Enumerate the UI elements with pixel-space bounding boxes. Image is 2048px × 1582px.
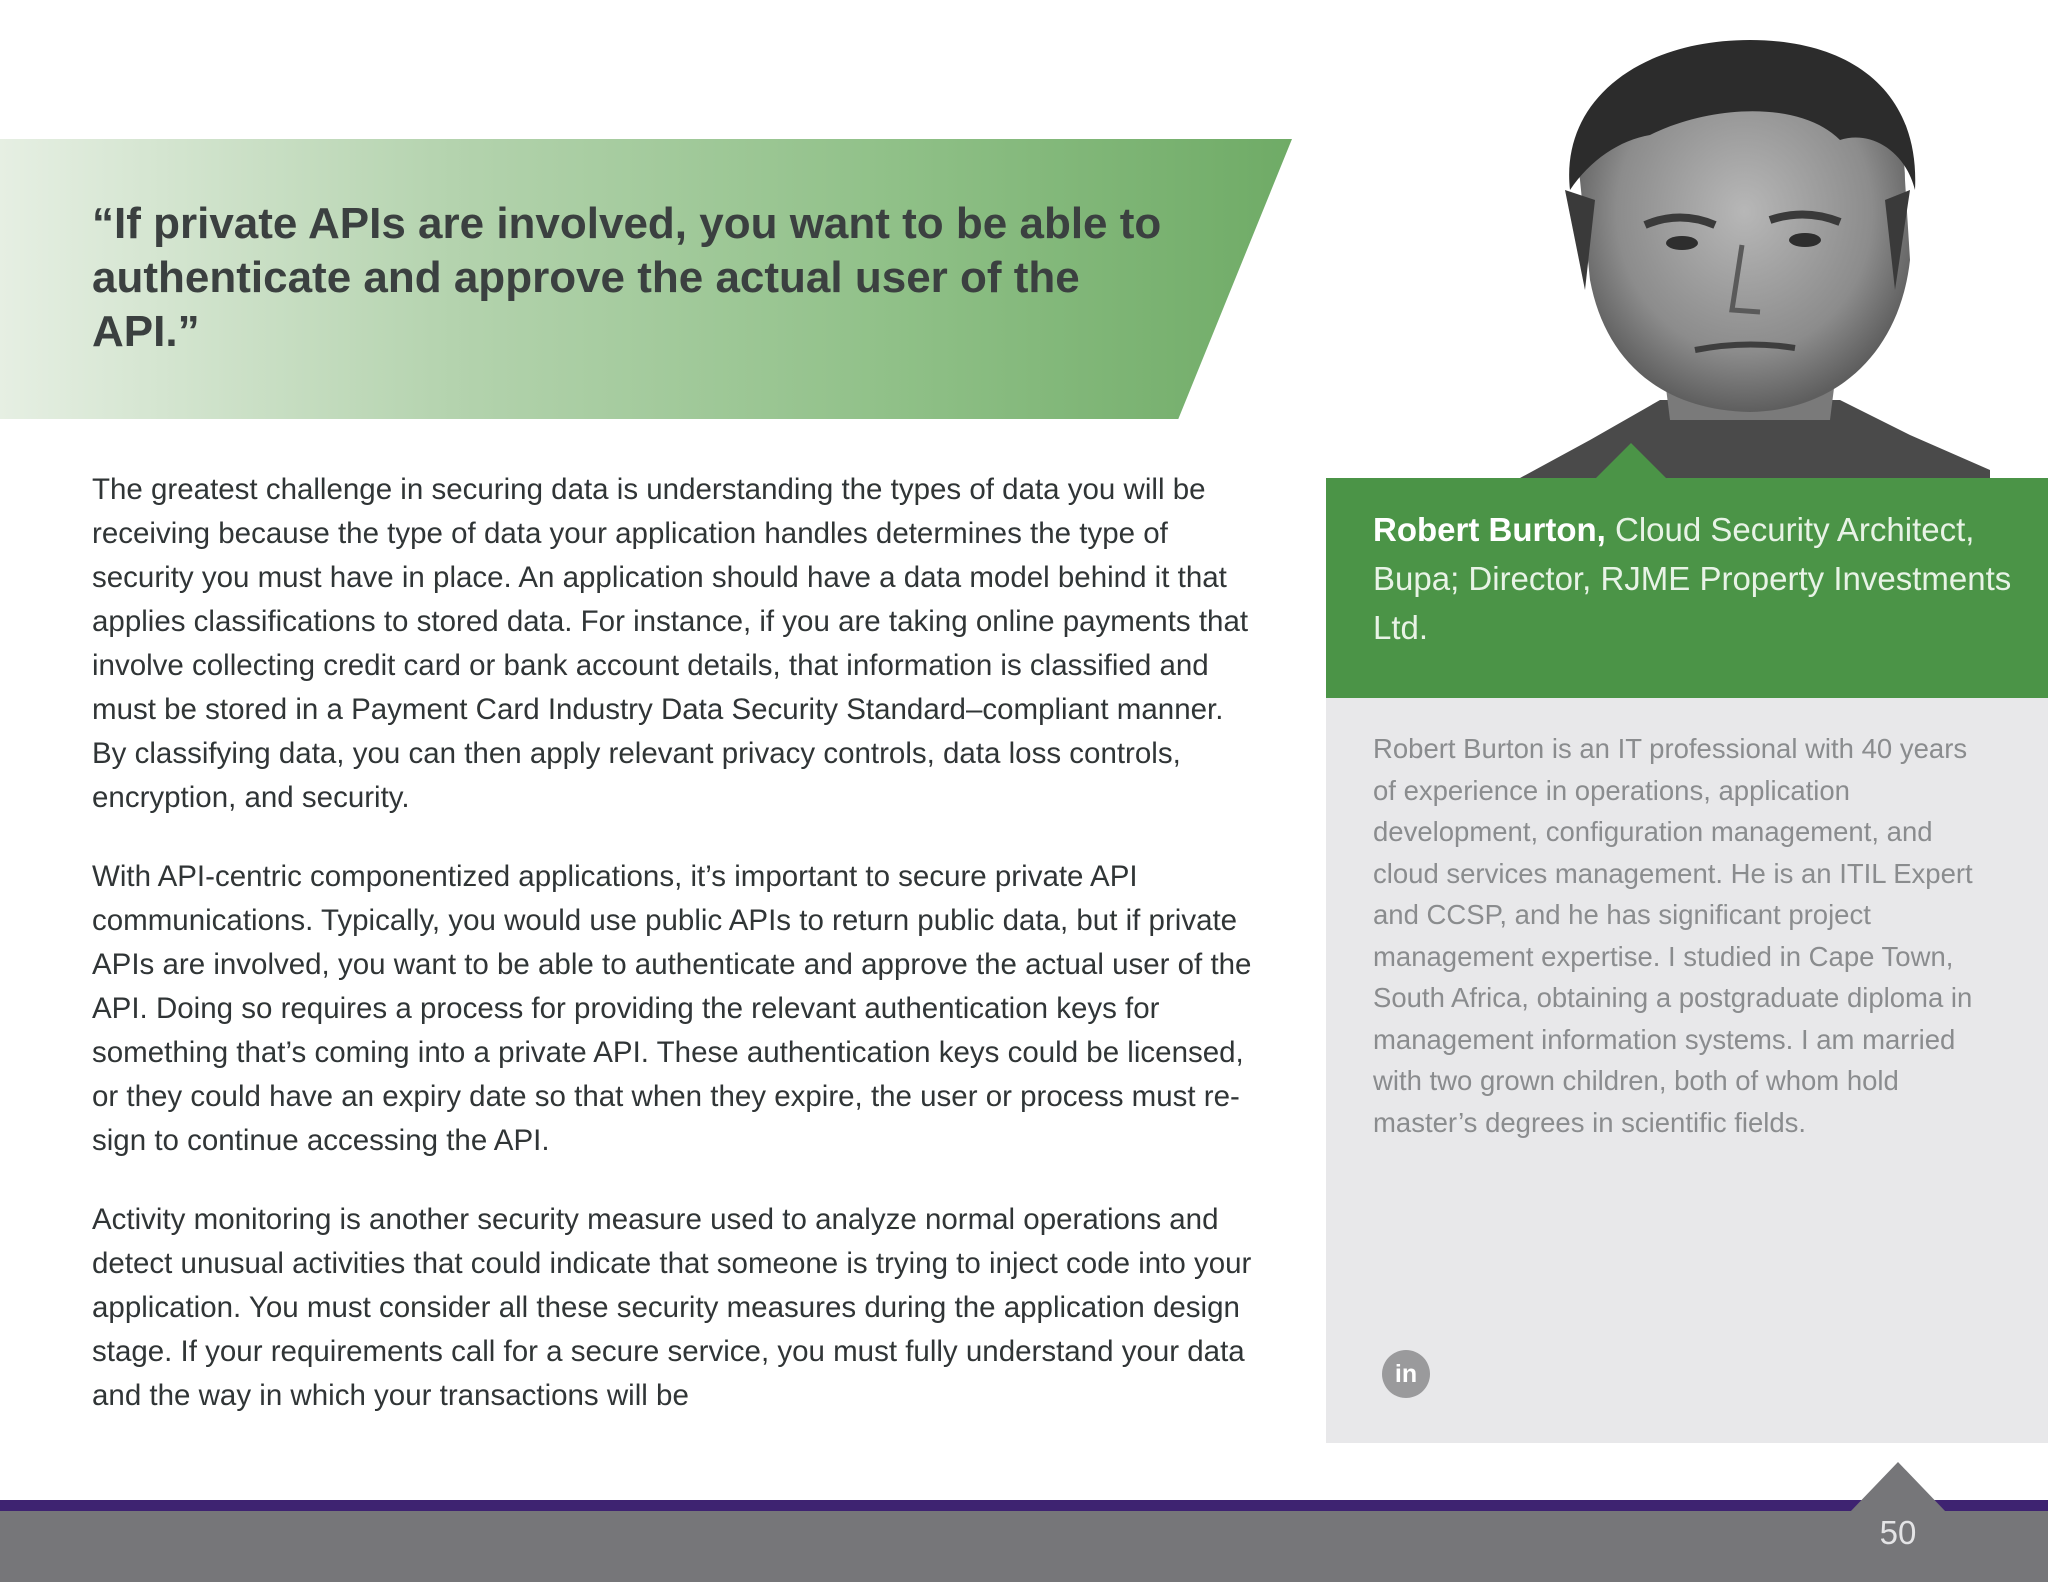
footer-page-tab — [1850, 1462, 1946, 1512]
linkedin-icon[interactable] — [1382, 1350, 1430, 1398]
name-panel-pointer — [1595, 443, 1667, 479]
article-paragraph: Activity monitoring is another security measure used to analyze normal operations and detect unusual activities that could indicate that someone is trying to inject code into your application. You must consider all these security measures during the application design stage. If your requirements call for a secure service, you must fully understand your data and the way in which your transactions will be — [92, 1203, 1252, 1412]
profile-name: Robert Burton, — [1373, 511, 1606, 548]
page-number: 50 — [1879, 1514, 1917, 1551]
portrait-photo — [1510, 40, 1990, 478]
profile-bio: Robert Burton is an IT professional with 40 years of experience in operations, application development, configuration management, and cloud services management. He is an ITIL Expert and CCSP, and he has significant project management expertise. I studied in Cape Town, South Africa, obtaining a postgraduate diploma in management information systems. I am married with two grown children, both of whom hold master’s degrees in scientific fields. — [1373, 733, 1973, 1138]
article-paragraph: The greatest challenge in securing data is understanding the types of data you will be receiving because the type of data your application handles determines the type of security you must have in place. An application should have a data model behind it that applies classifications to stored data. For instance, if you are taking online payments that involve collecting credit card or bank account details, that information is classified and must be stored in a Payment Card Industry Data Security Standard–compliant manner. By classifying data, you can then apply relevant privacy controls, data loss controls, encryption, and security. — [92, 473, 1249, 814]
pull-quote: “If private APIs are involved, you want to be able to authenticate and approve the actual user of the API.” — [92, 199, 1162, 356]
linkedin-label: in — [1394, 1360, 1418, 1388]
article-body — [92, 468, 1262, 1453]
profile-title: Cloud Security Architect, Bupa; Director, RJME Property Investments Ltd. — [1373, 511, 2012, 646]
article-paragraph: With API-centric componentized applications, it’s important to secure private API communications. Typically, you would use public APIs to return public data, but if private APIs are involved, you want to be able to authenticate and approve the actual user of the API. Doing so requires a process for providing the relevant authentication keys for something that’s coming into a private API. These authentication keys could be licensed, or they could have an expiry date so that when they expire, the user or process must re-sign to continue accessing the API. — [92, 860, 1252, 1157]
profile-name-title — [1373, 505, 2013, 652]
footer-bar — [0, 1511, 2048, 1582]
